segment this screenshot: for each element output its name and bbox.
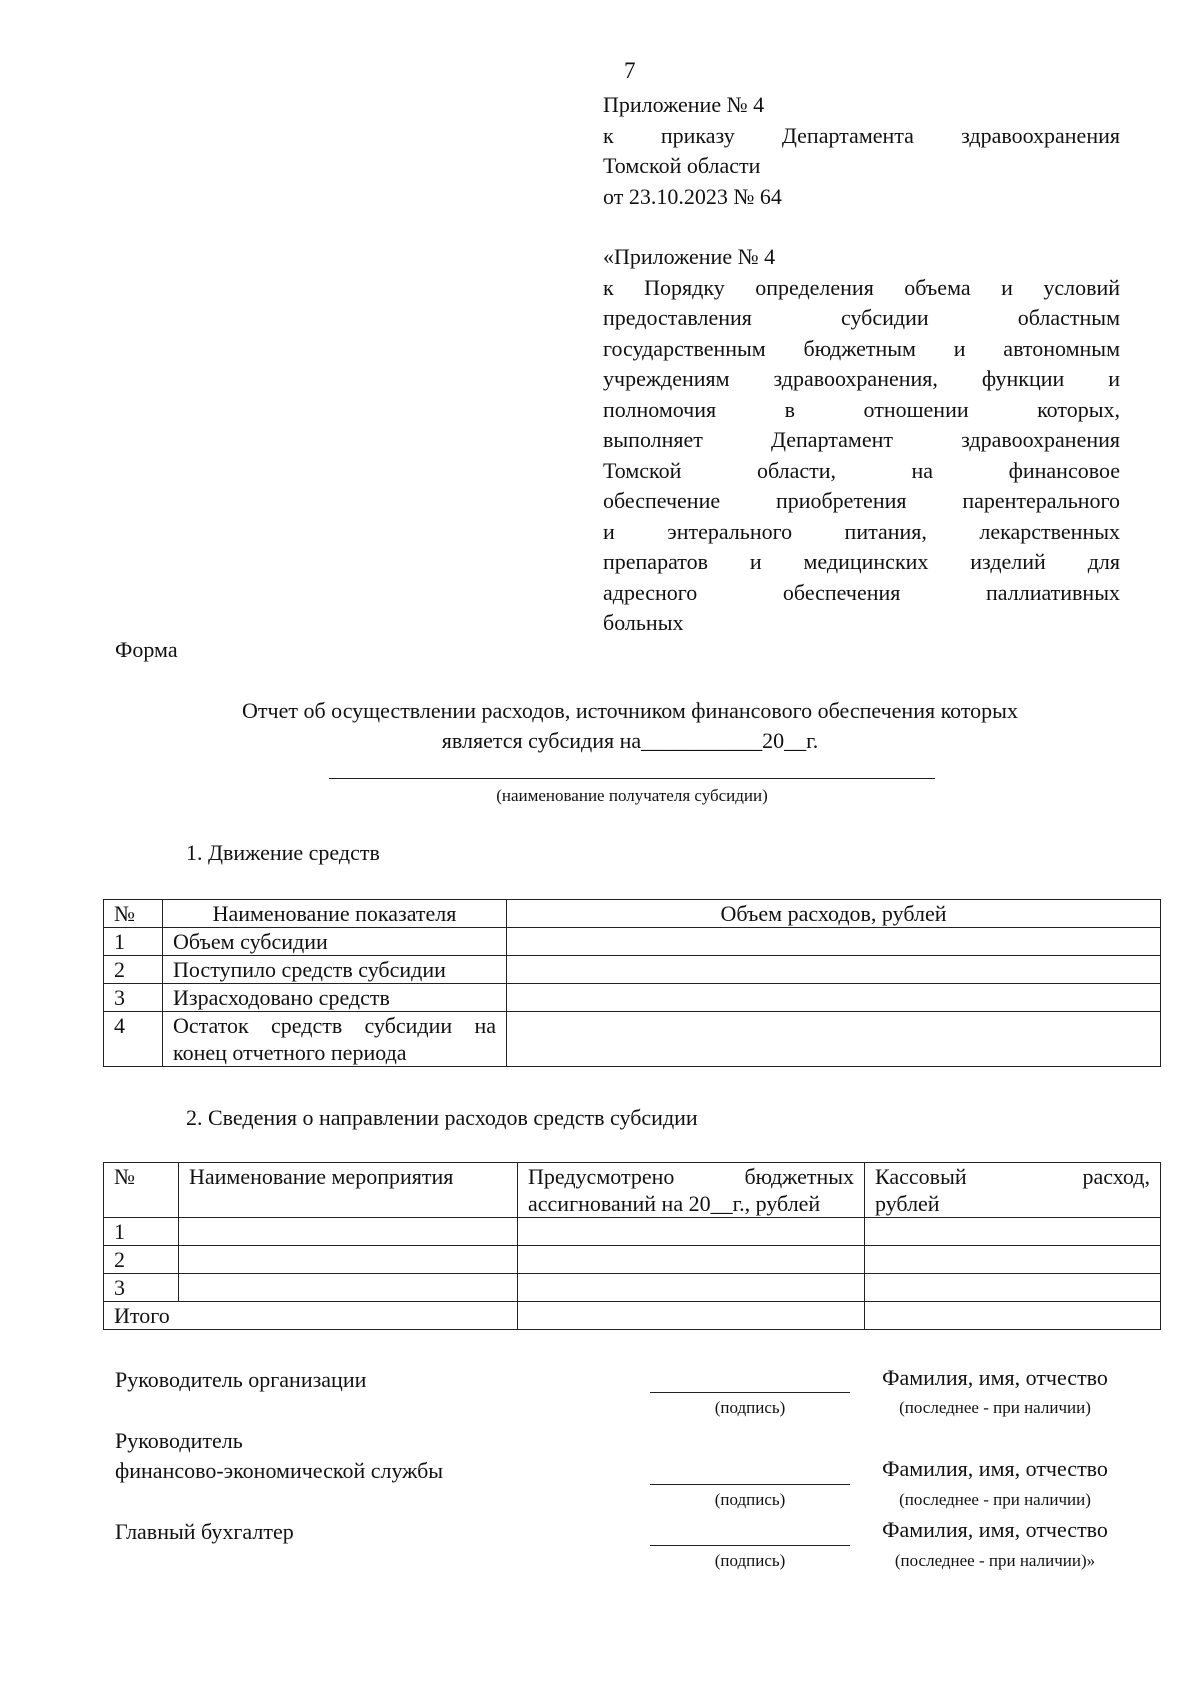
signature-line[interactable] xyxy=(650,1484,850,1485)
funds-movement-table xyxy=(103,899,1161,1067)
row-activity-cell[interactable] xyxy=(179,1246,518,1274)
signature-caption: (подпись) xyxy=(714,1398,786,1417)
header-num: № xyxy=(104,900,163,928)
row-activity-cell[interactable] xyxy=(179,1218,518,1246)
row-num: 2 xyxy=(104,1246,179,1274)
row-planned-cell[interactable] xyxy=(518,1246,865,1274)
row-cash-cell[interactable] xyxy=(865,1218,1161,1246)
row-cash-cell[interactable] xyxy=(865,1274,1161,1302)
table-row xyxy=(104,1246,1161,1274)
table-row xyxy=(104,984,1161,1012)
total-planned-cell[interactable] xyxy=(518,1302,865,1330)
appendix-line: Приложение № 4 xyxy=(603,92,765,117)
row-indicator: Израсходовано средств xyxy=(163,984,507,1012)
recipient-caption: (наименование получателя субсидии) xyxy=(496,786,768,805)
appendix-procedure-header xyxy=(603,242,1120,639)
header-indicator: Наименование показателя xyxy=(163,900,507,928)
fio-label: Фамилия, имя, отчество xyxy=(882,1365,1108,1390)
page-number: 7 xyxy=(624,58,636,83)
fio-caption: (последнее - при наличии) xyxy=(899,1398,1091,1417)
signer-finance-title xyxy=(115,1426,443,1486)
appendix-line: Томской области xyxy=(603,153,761,178)
header-planned-line: ассигнований на 20__г., рублей xyxy=(528,1191,821,1216)
row-indicator: Поступило средств субсидии xyxy=(163,956,507,984)
appendix-line: и энтерального питания, лекарственных xyxy=(603,518,1120,544)
row-num: 3 xyxy=(104,984,163,1012)
table-row xyxy=(104,1012,1161,1067)
signature-caption: (подпись) xyxy=(714,1551,786,1570)
expenditure-table xyxy=(103,1162,1161,1330)
signer-finance-title-line: Руководитель xyxy=(115,1428,243,1453)
appendix-line: от 23.10.2023 № 64 xyxy=(603,183,782,209)
table-row xyxy=(104,928,1161,956)
header-planned xyxy=(518,1163,865,1218)
fio-label: Фамилия, имя, отчество xyxy=(882,1456,1108,1481)
row-cash-cell[interactable] xyxy=(865,1246,1161,1274)
header-cash xyxy=(865,1163,1161,1218)
total-label: Итого xyxy=(104,1302,518,1330)
table-header-row xyxy=(104,900,1161,928)
header-num: № xyxy=(104,1163,179,1218)
row-num: 1 xyxy=(104,928,163,956)
table-row xyxy=(104,956,1161,984)
header-planned-line: Предусмотрено бюджетных xyxy=(528,1164,854,1189)
total-cash-cell[interactable] xyxy=(865,1302,1161,1330)
appendix-line: к приказу Департамента здравоохранения xyxy=(603,122,1120,148)
header-activity: Наименование мероприятия xyxy=(179,1163,518,1218)
header-cash-line: Кассовый расход, xyxy=(875,1164,1150,1189)
table-row xyxy=(104,1274,1161,1302)
table-row xyxy=(104,1218,1161,1246)
appendix-line: предоставления субсидии областным xyxy=(603,305,1120,330)
appendix-line: больных xyxy=(603,610,684,635)
form-label: Форма xyxy=(115,637,178,662)
row-indicator: Объем субсидии xyxy=(163,928,507,956)
row-activity-cell[interactable] xyxy=(179,1274,518,1302)
table-total-row xyxy=(104,1302,1161,1330)
row-planned-cell[interactable] xyxy=(518,1218,865,1246)
section2-heading: 2. Сведения о направлении расходов средств субсидии xyxy=(186,1105,698,1130)
report-title xyxy=(100,696,1160,756)
row-num: 1 xyxy=(104,1218,179,1246)
row-amount-cell[interactable] xyxy=(507,928,1161,956)
signer-finance-title-line: финансово-экономической службы xyxy=(115,1458,444,1483)
section1-heading: 1. Движение средств xyxy=(186,840,380,865)
row-amount-cell[interactable] xyxy=(507,956,1161,984)
row-indicator: Остаток средств субсидии на конец отчетного периода xyxy=(163,1012,507,1067)
report-title-line: является субсидия на___________20__г. xyxy=(441,728,819,753)
appendix-line: выполняет Департамент здравоохранения xyxy=(603,427,1120,452)
row-amount-cell[interactable] xyxy=(507,984,1161,1012)
appendix-line: Томской области, на финансовое xyxy=(603,457,1120,483)
appendix-line: государственным бюджетным и автономным xyxy=(603,335,1120,361)
header-amount: Объем расходов, рублей xyxy=(507,900,1161,928)
report-title-line: Отчет об осуществлении расходов, источником финансового обеспечения которых xyxy=(242,698,1018,723)
row-num: 2 xyxy=(104,956,163,984)
row-num: 3 xyxy=(104,1274,179,1302)
appendix-line: «Приложение № 4 xyxy=(603,244,776,269)
row-num: 4 xyxy=(104,1012,163,1067)
fio-caption: (последнее - при наличии)» xyxy=(894,1551,1096,1570)
signature-caption: (подпись) xyxy=(714,1490,786,1509)
appendix-line: препаратов и медицинских изделий для xyxy=(603,549,1120,574)
appendix-line: учреждениям здравоохранения, функции и xyxy=(603,366,1120,391)
signature-line[interactable] xyxy=(650,1392,850,1393)
fio-label: Фамилия, имя, отчество xyxy=(882,1517,1108,1542)
header-cash-line: рублей xyxy=(875,1191,940,1216)
signer-accountant-title: Главный бухгалтер xyxy=(115,1519,294,1544)
row-planned-cell[interactable] xyxy=(518,1274,865,1302)
row-amount-cell[interactable] xyxy=(507,1012,1161,1067)
fio-caption: (последнее - при наличии) xyxy=(899,1490,1091,1509)
appendix-line: адресного обеспечения паллиативных xyxy=(603,579,1120,605)
appendix-line: к Порядку определения объема и условий xyxy=(603,274,1120,300)
signature-line[interactable] xyxy=(650,1545,850,1546)
signer-head-title: Руководитель организации xyxy=(115,1367,367,1392)
appendix-order-header xyxy=(603,90,1120,212)
recipient-name-line xyxy=(329,778,935,779)
appendix-line: полномочия в отношении которых, xyxy=(603,396,1120,422)
table-header-row xyxy=(104,1163,1161,1218)
appendix-line: обеспечение приобретения парентерального xyxy=(603,488,1120,513)
